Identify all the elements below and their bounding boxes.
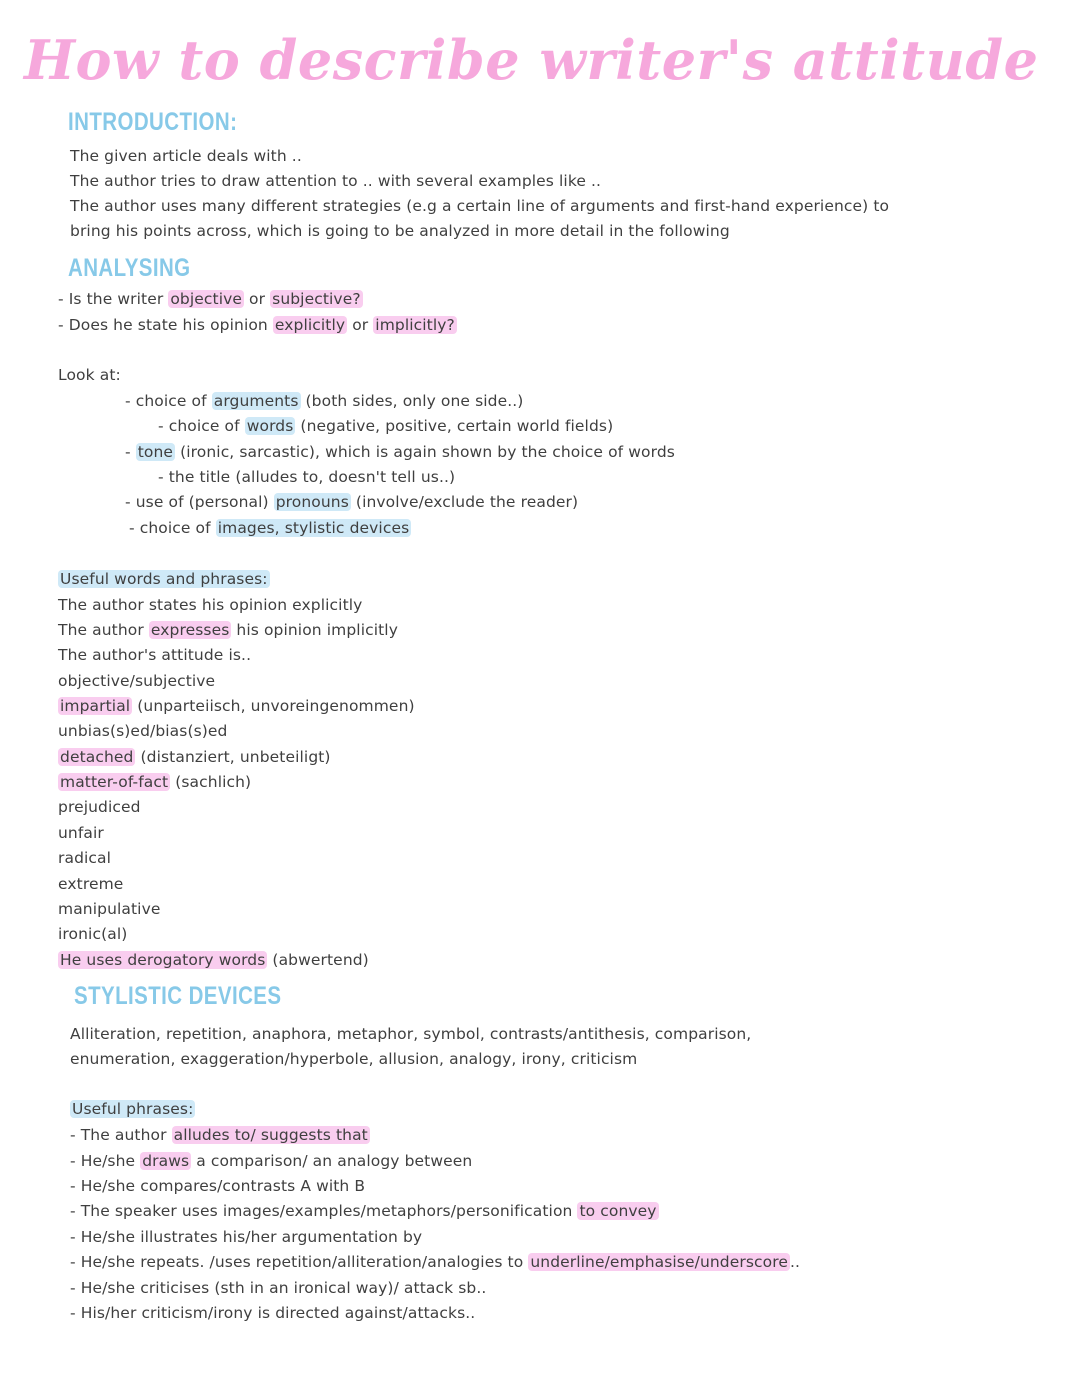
text-segment: - Does he state his opinion [58, 316, 273, 334]
text-line-look-6 [129, 517, 411, 539]
text-line-an-1 [58, 288, 363, 310]
section-heading-stylistic-devices: STYLISTIC DEVICES [74, 982, 282, 1010]
text-line-intro-2 [70, 170, 601, 192]
text-segment: unbias(s)ed/bias(s)ed [58, 722, 228, 740]
section-heading-introduction: INTRODUCTION: [68, 108, 238, 136]
text-line-up-5 [70, 1226, 422, 1248]
text-line-uwp-10 [58, 822, 104, 844]
text-line-uwp-13 [58, 898, 161, 920]
text-line-uwp-2 [58, 619, 398, 641]
text-segment: or [347, 316, 374, 334]
text-line-uwp-9 [58, 796, 141, 818]
text-segment: The author states his opinion explicitly [58, 596, 363, 614]
highlighted-text: images, stylistic devices [217, 519, 410, 537]
text-line-up-7 [70, 1277, 486, 1299]
text-segment: (sachlich) [170, 773, 252, 791]
text-segment: - He/she illustrates his/her argumentation by [70, 1228, 423, 1246]
text-segment: (distanziert, unbeteiligt) [135, 748, 331, 766]
text-segment: enumeration, exaggeration/hyperbole, allusion, analogy, irony, criticism [70, 1050, 638, 1068]
text-segment: radical [58, 849, 112, 867]
highlighted-text: He uses derogatory words [60, 951, 266, 969]
highlighted-text: expresses [150, 621, 230, 639]
text-line-uwp-12 [58, 873, 123, 895]
text-segment: unfair [58, 824, 104, 842]
text-segment: - choice of [129, 519, 216, 537]
text-segment: - He/she repeats. /uses repetition/alliteration/analogies to [70, 1253, 529, 1271]
text-segment: - choice of [158, 417, 245, 435]
text-segment: .. [790, 1253, 801, 1271]
text-line-up-head [70, 1098, 195, 1120]
highlighted-text: underline/emphasise/underscore [530, 1253, 788, 1271]
text-segment: ironic(al) [58, 925, 128, 943]
text-line-up-3 [70, 1175, 365, 1197]
highlighted-text: explicitly [274, 316, 346, 334]
text-line-up-8 [70, 1302, 475, 1324]
highlighted-text: matter-of-fact [60, 773, 169, 791]
text-segment: The author uses many different strategies (e.g a certain line of arguments and first-hand experience) to [70, 197, 890, 215]
text-segment: Look at: [58, 366, 121, 384]
text-line-uwp-8 [58, 771, 251, 793]
text-segment: The author [58, 621, 149, 639]
text-line-look-3 [125, 441, 675, 463]
text-line-uwp-7 [58, 746, 331, 768]
text-segment: Alliteration, repetition, anaphora, metaphor, symbol, contrasts/antithesis, comparison, [70, 1025, 752, 1043]
text-line-uwp-head [58, 568, 270, 590]
text-line-uwp-1 [58, 594, 362, 616]
text-line-sd-1 [70, 1023, 751, 1045]
highlighted-text: to convey [579, 1202, 657, 1220]
text-segment: (negative, positive, certain world fields) [295, 417, 614, 435]
text-line-uwp-14 [58, 923, 127, 945]
text-line-uwp-6 [58, 720, 228, 742]
text-line-sd-2 [70, 1048, 637, 1070]
text-segment: prejudiced [58, 798, 141, 816]
text-line-look-2 [158, 415, 613, 437]
text-segment: extreme [58, 875, 124, 893]
highlighted-text: subjective? [272, 290, 361, 308]
highlighted-text: Useful words and phrases: [60, 570, 268, 588]
text-segment: (both sides, only one side..) [300, 392, 524, 410]
text-segment: a comparison/ an analogy between [191, 1152, 473, 1170]
text-segment: (involve/exclude the reader) [350, 493, 579, 511]
text-segment: The given article deals with .. [70, 147, 302, 165]
text-segment: - His/her criticism/irony is directed against/attacks.. [70, 1304, 476, 1322]
text-line-intro-3 [70, 195, 889, 217]
text-line-uwp-5 [58, 695, 415, 717]
text-line-up-2 [70, 1150, 472, 1172]
text-segment: The author's attitude is.. [58, 646, 252, 664]
text-line-up-6 [70, 1251, 800, 1273]
text-segment: - Is the writer [58, 290, 169, 308]
text-segment: objective/subjective [58, 672, 216, 690]
highlighted-text: implicitly? [375, 316, 455, 334]
highlighted-text: words [246, 417, 294, 435]
text-line-look-1 [125, 390, 523, 412]
text-line-uwp-3 [58, 644, 251, 666]
text-segment: or [244, 290, 271, 308]
highlighted-text: objective [170, 290, 243, 308]
highlighted-text: impartial [60, 697, 131, 715]
text-segment: - use of (personal) [125, 493, 274, 511]
highlighted-text: Useful phrases: [72, 1100, 194, 1118]
text-line-look-4 [158, 466, 455, 488]
page-title: How to describe writer's attitude [24, 28, 1039, 92]
highlighted-text: alludes to/ suggests that [173, 1126, 368, 1144]
text-segment: bring his points across, which is going to be analyzed in more detail in the following [70, 222, 730, 240]
text-segment: manipulative [58, 900, 161, 918]
text-segment: - the title (alludes to, doesn't tell us..) [158, 468, 456, 486]
text-segment: his opinion implicitly [231, 621, 398, 639]
text-segment: (abwertend) [267, 951, 369, 969]
text-segment: (unparteiisch, unvoreingenommen) [132, 697, 415, 715]
highlighted-text: tone [137, 443, 174, 461]
highlighted-text: pronouns [275, 493, 349, 511]
text-line-up-4 [70, 1200, 659, 1222]
text-segment: - The speaker uses images/examples/metaphors/personification [70, 1202, 578, 1220]
highlighted-text: arguments [213, 392, 299, 410]
section-heading-analysing: ANALYSING [68, 254, 191, 282]
text-segment: - The author [70, 1126, 172, 1144]
text-segment: - He/she [70, 1152, 141, 1170]
text-segment: The author tries to draw attention to .. with several examples like .. [70, 172, 602, 190]
highlighted-text: detached [60, 748, 134, 766]
text-segment: - He/she compares/contrasts A with B [70, 1177, 366, 1195]
text-line-look-at [58, 364, 121, 386]
text-segment: (ironic, sarcastic), which is again shown by the choice of words [175, 443, 675, 461]
text-line-uwp-11 [58, 847, 111, 869]
text-line-up-1 [70, 1124, 370, 1146]
text-line-uwp-15 [58, 949, 369, 971]
text-line-look-5 [125, 491, 578, 513]
text-segment: - choice of [125, 392, 212, 410]
text-segment: - He/she criticises (sth in an ironical way)/ attack sb.. [70, 1279, 487, 1297]
text-line-an-2 [58, 314, 457, 336]
highlighted-text: draws [142, 1152, 190, 1170]
text-line-intro-1 [70, 145, 302, 167]
text-line-intro-4 [70, 220, 730, 242]
text-line-uwp-4 [58, 670, 215, 692]
text-segment: - [125, 443, 136, 461]
